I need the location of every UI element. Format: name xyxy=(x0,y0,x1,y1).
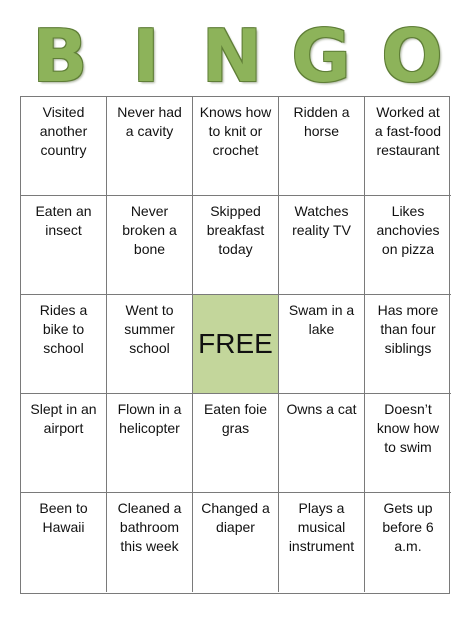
bingo-square: Never broken a bone xyxy=(107,196,193,295)
title-letter-i: I xyxy=(132,14,160,98)
bingo-square: Has more than four siblings xyxy=(365,295,451,394)
bingo-square: Plays a musical instrument xyxy=(279,493,365,592)
bingo-square: Likes anchovies on pizza xyxy=(365,196,451,295)
bingo-grid xyxy=(20,96,450,594)
bingo-square: Flown in a helicopter xyxy=(107,394,193,493)
bingo-square: Watches reality TV xyxy=(279,196,365,295)
bingo-square: Went to summer school xyxy=(107,295,193,394)
bingo-title xyxy=(20,14,454,98)
bingo-square: Owns a cat xyxy=(279,394,365,493)
bingo-square: Visited another country xyxy=(21,97,107,196)
bingo-square: Eaten foie gras xyxy=(193,394,279,493)
bingo-square: Changed a diaper xyxy=(193,493,279,592)
title-letter-g: G xyxy=(291,14,351,98)
bingo-square: Worked at a fast-food restaurant xyxy=(365,97,451,196)
bingo-square: Slept in an airport xyxy=(21,394,107,493)
bingo-square: Gets up before 6 a.m. xyxy=(382,500,434,554)
bingo-square: Doesn’t know how to swim xyxy=(365,394,451,493)
bingo-square: Ridden a horse xyxy=(279,97,365,196)
title-letter-o: O xyxy=(381,14,443,98)
free-square: FREE xyxy=(193,295,279,394)
bingo-square: Been to Hawaii xyxy=(21,493,107,592)
bingo-square: Never had a cavity xyxy=(107,97,193,196)
bingo-square: Rides a bike to school xyxy=(21,295,107,394)
bingo-square: Skipped breakfast today xyxy=(193,196,279,295)
title-letter-b: B xyxy=(32,14,88,98)
bingo-square: Swam in a lake xyxy=(279,295,365,394)
title-letter-n: N xyxy=(201,14,263,98)
bingo-square: Eaten an insect xyxy=(21,196,107,295)
bingo-square: Cleaned a bathroom this week xyxy=(107,493,193,592)
bingo-square: Knows how to knit or crochet xyxy=(193,97,279,196)
